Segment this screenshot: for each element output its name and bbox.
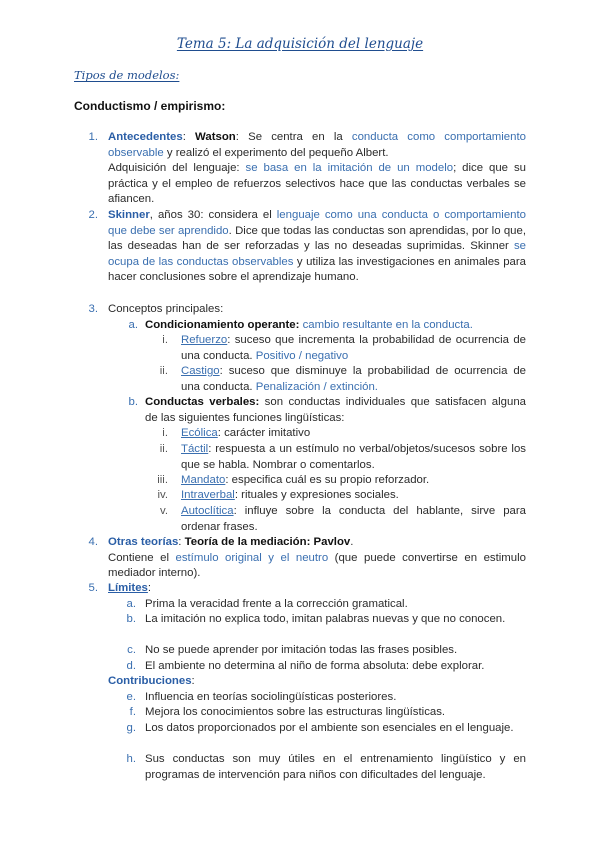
item-antecedentes: Antecedentes: Watson: Se centra en la conducta como comportamiento observable y realizó el experimento del pequeño Albert. Adquisición del lenguaje: se basa en la imitación de un modelo; dice que su práctica y el empleo de refuerzos selectivos hace que las conductas verbales se afiancen. (108, 131, 526, 205)
list-item: Influencia en teorías sociolingüísticas posteriores. (145, 691, 397, 703)
highlight: Positivo / negativo (255, 349, 349, 362)
term: Intraverbal (181, 489, 235, 501)
list-item: Intraverbal: rituales y expresiones sociales. (181, 489, 399, 501)
list-marker: a. (126, 598, 136, 610)
list-item: La imitación no explica todo, imitan palabras nuevas y que no conocen. (145, 613, 506, 625)
term: Castigo (181, 365, 220, 377)
list-marker: 4. (88, 536, 98, 548)
contribuciones-heading: Contribuciones: (108, 675, 195, 687)
highlight: Penalización / extinción. (255, 380, 378, 393)
list-item: El ambiente no determina al niño de forma absoluta: debe explorar. (145, 660, 485, 672)
list-marker: h. (126, 753, 136, 765)
term: Ecólica (181, 427, 218, 439)
list-marker: 3. (88, 303, 98, 315)
term: Táctil (181, 443, 209, 455)
term: Autoclítica (181, 505, 234, 517)
list-marker: g. (126, 722, 136, 734)
list-marker: e. (126, 691, 136, 703)
list-marker: d. (126, 660, 136, 672)
highlight: cambio resultante en la conducta. (299, 319, 473, 331)
item-limites: Límites: (108, 582, 152, 594)
list-item: Ecólica: carácter imitativo (181, 427, 311, 439)
list-item: Sus conductas son muy útiles en el entrenamiento lingüístico y en programas de intervención para niños con dificultades del lenguaje. (145, 753, 526, 781)
list-marker: a. (128, 319, 138, 331)
list-marker: iii. (157, 474, 168, 486)
item-refuerzo: Refuerzo: suceso que incrementa la probabilidad de ocurrencia de una conducta. Positivo / negativo (181, 334, 526, 362)
list-item: Autoclítica: influye sobre la conducta del hablante, sirve para ordenar frases. (181, 505, 526, 533)
list-marker: 2. (88, 209, 98, 221)
item-conceptos: Conceptos principales: (108, 303, 224, 315)
list-marker: c. (127, 644, 136, 656)
list-marker: 1. (88, 131, 98, 143)
item-skinner: Skinner, años 30: considera el lenguaje como una conducta o comportamiento que debe ser aprendido. Dice que todas las conductas son aprendidas, por lo que, las deseadas han de ser reforzadas y las no deseadas suprimidas. Skinner se ocupa de las conductas observables y utiliza las investigaciones en animales para hacer conclusiones sobre el aprendizaje humano. (108, 209, 526, 283)
item-conductas-verbales: Conductas verbales: son conductas individuales que satisfacen alguna de las siguientes funciones lingüísticas: (145, 396, 526, 424)
list-marker: i. (162, 334, 168, 346)
list-marker: i. (162, 427, 168, 439)
subtitle: Tipos de modelos: (74, 68, 180, 82)
list-item: Los datos proporcionados por el ambiente son esenciales en el lenguaje. (145, 722, 514, 734)
highlight: se basa en la imitación de un modelo (245, 162, 454, 174)
list-item: Prima la veracidad frente a la corrección gramatical. (145, 598, 408, 610)
list-marker: 5. (88, 582, 98, 594)
list-item: Táctil: respuesta a un estímulo no verbal/objetos/sucesos sobre los que se habla. Nombrar o comentarlos. (181, 443, 526, 471)
term: Mandato (181, 474, 226, 486)
item-castigo: Castigo: suceso que disminuye la probabilidad de ocurrencia de una conducta. Penalización / extinción. (181, 365, 526, 393)
list-marker: v. (159, 505, 168, 517)
item-name: Skinner (108, 209, 150, 221)
item-condicionamiento: Condicionamiento operante: cambio resultante en la conducta. (145, 319, 473, 331)
highlight: lenguaje como una conducta o comportamiento que debe ser aprendido (108, 209, 526, 237)
highlight: estímulo original y el neutro (175, 551, 329, 564)
item-label: Antecedentes (108, 131, 183, 143)
list-item: No se puede aprender por imitación todas las frases posibles. (145, 644, 458, 656)
page-title: Tema 5: La adquisición del lenguaje (176, 36, 424, 52)
item-otras-teorias: Otras teorías: Teoría de la mediación: Pavlov. Contiene el estímulo original y el neutro (que puede convertirse en estimulo mediador interno). (108, 536, 526, 579)
list-marker: iv. (157, 489, 168, 501)
list-marker: f. (129, 706, 136, 718)
list-marker: b. (128, 396, 138, 408)
list-marker: ii. (159, 443, 168, 455)
list-marker: b. (126, 613, 136, 625)
item-name: Watson (195, 131, 236, 143)
highlight: conducta como comportamiento observable (108, 131, 526, 159)
list-item: Mandato: especifica cuál es su propio reforzador. (181, 474, 430, 486)
term: Refuerzo (181, 334, 228, 346)
section-heading: Conductismo / empirismo: (74, 99, 226, 113)
list-item: Mejora los conocimientos sobre las estructuras lingüísticas. (145, 706, 446, 718)
list-marker: ii. (159, 365, 168, 377)
highlight: se ocupa de las conductas observables (108, 240, 526, 268)
